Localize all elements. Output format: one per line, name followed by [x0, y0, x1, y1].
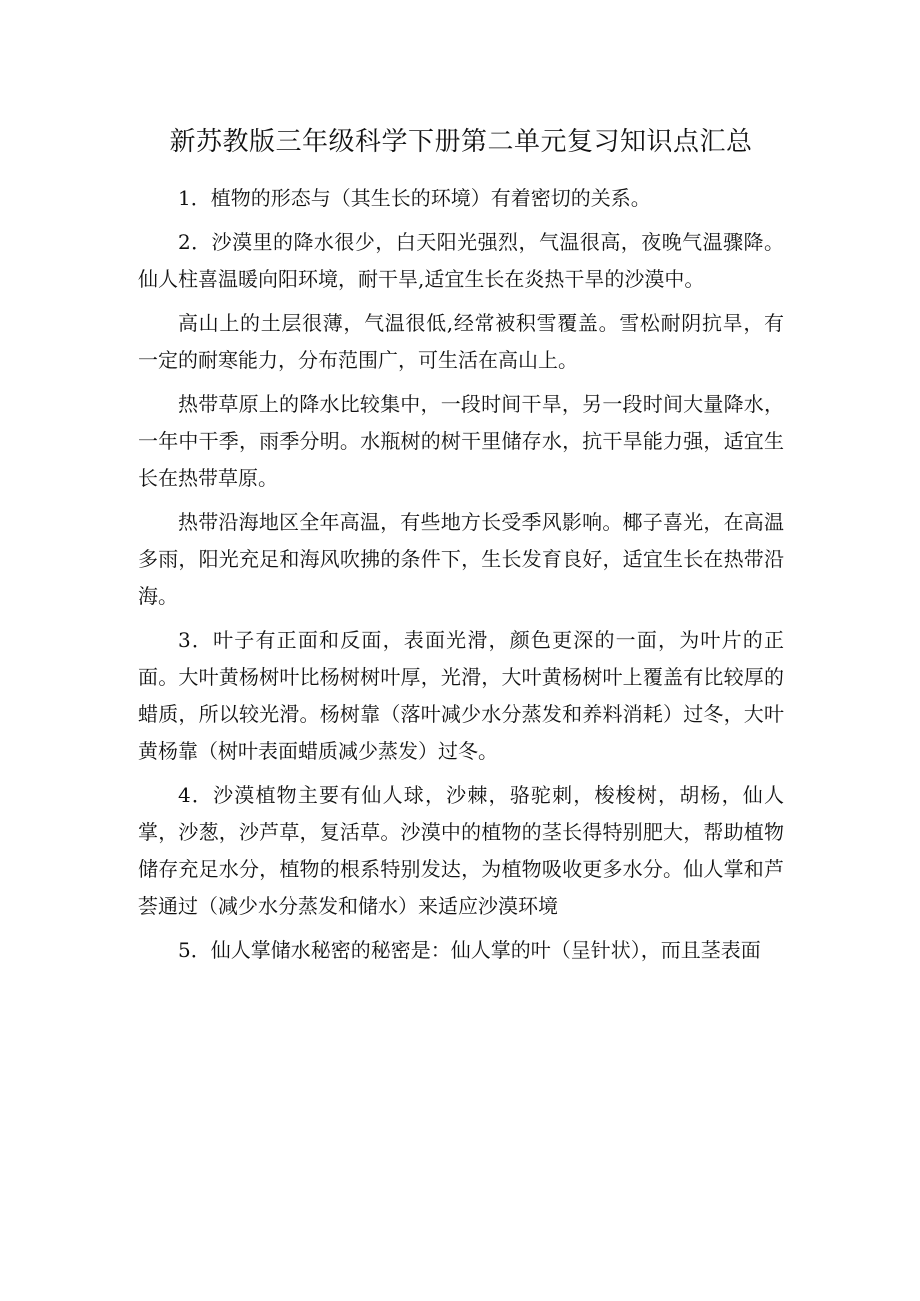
- paragraph-1: 1．植物的形态与（其生长的环境）有着密切的关系。: [178, 186, 651, 210]
- document-title: 新苏教版三年级科学下册第二单元复习知识点汇总: [169, 127, 753, 157]
- paragraph-2: 2．沙漠里的降水很少，白天阳光强烈，气温很高，夜晚气温骤降。仙人柱喜温暖向阳环境，耐干旱,适宜生长在炎热干旱的沙漠中。: [138, 230, 784, 291]
- paragraph-6: 3．叶子有正面和反面，表面光滑，颜色更深的一面，为叶片的正面。大叶黄杨树叶比杨树树叶厚，光滑，大叶黄杨树叶上覆盖有比较厚的蜡质，所以较光滑。杨树靠（落叶减少水分蒸发和养料消耗）过冬，大叶黄杨靠（树叶表面蜡质减少蒸发）过冬。: [138, 628, 784, 763]
- paragraph-3: 高山上的土层很薄，气温很低,经常被积雪覆盖。雪松耐阴抗旱，有一定的耐寒能力，分布范围广，可生活在高山上。: [138, 311, 784, 372]
- paragraph-5: 热带沿海地区全年高温，有些地方长受季风影响。椰子喜光，在高温多雨，阳光充足和海风吹拂的条件下，生长发育良好，适宜生长在热带沿海。: [138, 510, 784, 608]
- paragraph-4: 热带草原上的降水比较集中，一段时间干旱，另一段时间大量降水，一年中干季，雨季分明。水瓶树的树干里储存水，抗干旱能力强，适宜生长在热带草原。: [138, 392, 784, 490]
- paragraph-7: 4．沙漠植物主要有仙人球，沙棘，骆驼刺，梭梭树，胡杨，仙人掌，沙葱，沙芦草，复活草。沙漠中的植物的茎长得特别肥大，帮助植物储存充足水分，植物的根系特别发达，为植物吸收更多水分。仙人掌和芦荟通过（减少水分蒸发和储水）来适应沙漠环境: [138, 783, 784, 918]
- paragraph-8: 5．仙人掌储水秘密的秘密是：仙人掌的叶（呈针状），而且茎表面: [178, 938, 761, 962]
